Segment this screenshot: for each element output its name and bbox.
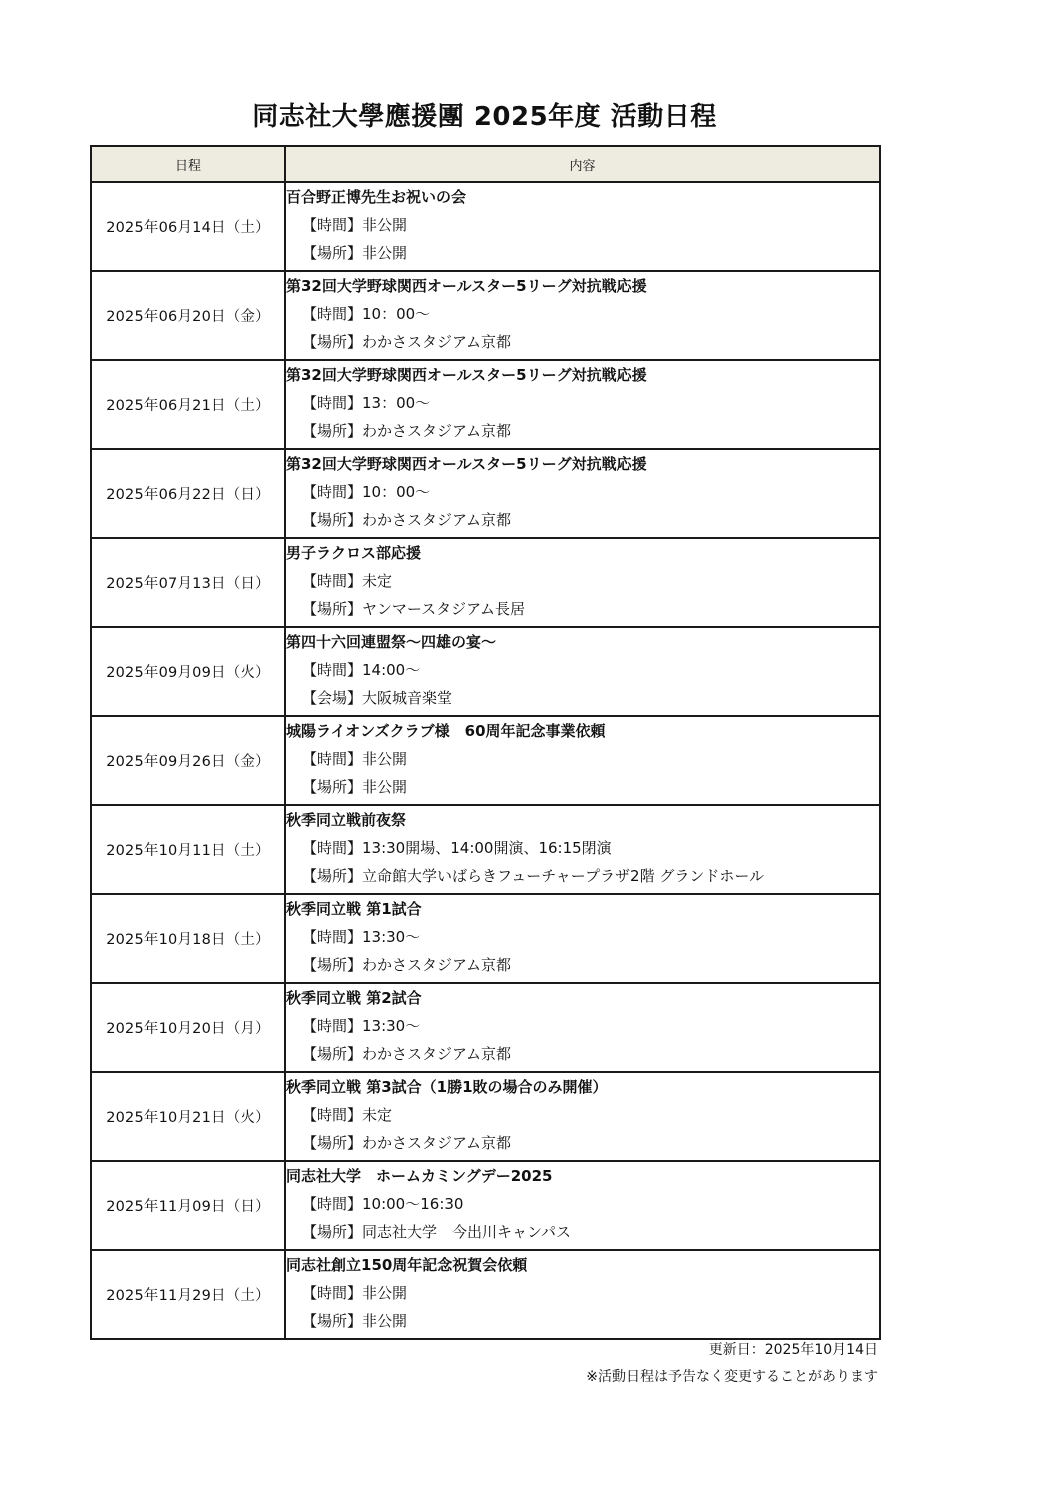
place-detail: 【場所】立命館大学いばらきフューチャープラザ2階 グランドホール xyxy=(302,867,765,885)
content-cell xyxy=(285,1250,880,1339)
table-row xyxy=(91,983,880,1072)
time-detail: 【時間】14:00～ xyxy=(302,661,421,679)
venue-detail: 【会場】大阪城音楽堂 xyxy=(302,689,453,707)
date-cell: 2025年09月26日（金） xyxy=(91,716,285,805)
table-row xyxy=(91,1072,880,1161)
time-detail: 【時間】10：00～ xyxy=(302,305,431,323)
event-title: 城陽ライオンズクラブ様 60周年記念事業依頼 xyxy=(286,722,606,740)
time-detail: 【時間】10:00～16:30 xyxy=(302,1195,464,1213)
event-title: 第四十六回連盟祭～四雄の宴～ xyxy=(286,633,497,651)
date-cell: 2025年07月13日（日） xyxy=(91,538,285,627)
table-row xyxy=(91,1250,880,1339)
place-detail: 【場所】わかさスタジアム京都 xyxy=(302,1134,511,1152)
change-notice: ※活動日程は予告なく変更することがあります xyxy=(586,1369,878,1385)
content-cell xyxy=(285,627,880,716)
event-title: 百合野正博先生お祝いの会 xyxy=(286,188,467,206)
date-cell: 2025年06月20日（金） xyxy=(91,271,285,360)
place-detail: 【場所】ヤンマースタジアム長居 xyxy=(302,600,526,618)
content-cell xyxy=(285,894,880,983)
place-detail: 【場所】わかさスタジアム京都 xyxy=(302,511,511,529)
time-detail: 【時間】非公開 xyxy=(302,1284,408,1302)
event-title: 第32回大学野球関西オールスター5リーグ対抗戦応援 xyxy=(286,366,647,384)
content-cell xyxy=(285,716,880,805)
place-detail: 【場所】わかさスタジアム京都 xyxy=(302,422,511,440)
content-cell xyxy=(285,360,880,449)
event-title: 秋季同立戦 第2試合 xyxy=(286,989,422,1007)
table-header-row xyxy=(91,146,880,182)
date-cell: 2025年06月22日（日） xyxy=(91,449,285,538)
time-detail: 【時間】未定 xyxy=(302,1106,393,1124)
time-detail: 【時間】13:30～ xyxy=(302,928,421,946)
table-row xyxy=(91,627,880,716)
date-cell: 2025年10月21日（火） xyxy=(91,1072,285,1161)
event-title: 秋季同立戦 第1試合 xyxy=(286,900,422,918)
content-cell xyxy=(285,1072,880,1161)
event-title: 同志社大学 ホームカミングデー2025 xyxy=(286,1167,553,1185)
place-detail: 【場所】非公開 xyxy=(302,1312,408,1330)
table-row xyxy=(91,271,880,360)
table-row xyxy=(91,449,880,538)
date-cell: 2025年06月14日（土） xyxy=(91,182,285,271)
table-row xyxy=(91,538,880,627)
time-detail: 【時間】13：00～ xyxy=(302,394,431,412)
content-cell xyxy=(285,271,880,360)
date-cell: 2025年10月18日（土） xyxy=(91,894,285,983)
date-column-header: 日程 xyxy=(91,146,285,182)
table-row xyxy=(91,716,880,805)
content-column-header: 内容 xyxy=(285,146,880,182)
content-cell xyxy=(285,182,880,271)
event-title: 男子ラクロス部応援 xyxy=(286,544,422,562)
place-detail: 【場所】非公開 xyxy=(302,244,408,262)
event-title: 第32回大学野球関西オールスター5リーグ対抗戦応援 xyxy=(286,455,647,473)
time-detail: 【時間】非公開 xyxy=(302,750,408,768)
date-cell: 2025年09月09日（火） xyxy=(91,627,285,716)
content-cell xyxy=(285,538,880,627)
time-detail: 【時間】10：00～ xyxy=(302,483,431,501)
place-detail: 【場所】非公開 xyxy=(302,778,408,796)
date-cell: 2025年11月29日（土） xyxy=(91,1250,285,1339)
place-detail: 【場所】同志社大学 今出川キャンパス xyxy=(302,1223,571,1241)
time-detail: 【時間】未定 xyxy=(302,572,393,590)
updated-date: 更新日：2025年10月14日 xyxy=(708,1342,878,1358)
event-title: 同志社創立150周年記念祝賀会依頼 xyxy=(286,1256,528,1274)
event-title: 秋季同立戦前夜祭 xyxy=(286,811,407,829)
table-row xyxy=(91,360,880,449)
place-detail: 【場所】わかさスタジアム京都 xyxy=(302,1045,511,1063)
content-cell xyxy=(285,983,880,1072)
content-cell xyxy=(285,805,880,894)
time-detail: 【時間】13:30開場、14:00開演、16:15閉演 xyxy=(302,839,612,857)
content-cell xyxy=(285,449,880,538)
table-row xyxy=(91,805,880,894)
table-row xyxy=(91,1161,880,1250)
date-cell: 2025年06月21日（土） xyxy=(91,360,285,449)
page-title: 同志社大學應援團 2025年度 活動日程 xyxy=(252,102,717,132)
place-detail: 【場所】わかさスタジアム京都 xyxy=(302,956,511,974)
time-detail: 【時間】13:30～ xyxy=(302,1017,421,1035)
date-cell: 2025年11月09日（日） xyxy=(91,1161,285,1250)
table-row xyxy=(91,894,880,983)
content-cell xyxy=(285,1161,880,1250)
event-title: 秋季同立戦 第3試合（1勝1敗の場合のみ開催） xyxy=(286,1078,608,1096)
schedule-table xyxy=(90,145,881,1340)
date-cell: 2025年10月20日（月） xyxy=(91,983,285,1072)
place-detail: 【場所】わかさスタジアム京都 xyxy=(302,333,511,351)
table-row xyxy=(91,182,880,271)
time-detail: 【時間】非公開 xyxy=(302,216,408,234)
date-cell: 2025年10月11日（土） xyxy=(91,805,285,894)
event-title: 第32回大学野球関西オールスター5リーグ対抗戦応援 xyxy=(286,277,647,295)
